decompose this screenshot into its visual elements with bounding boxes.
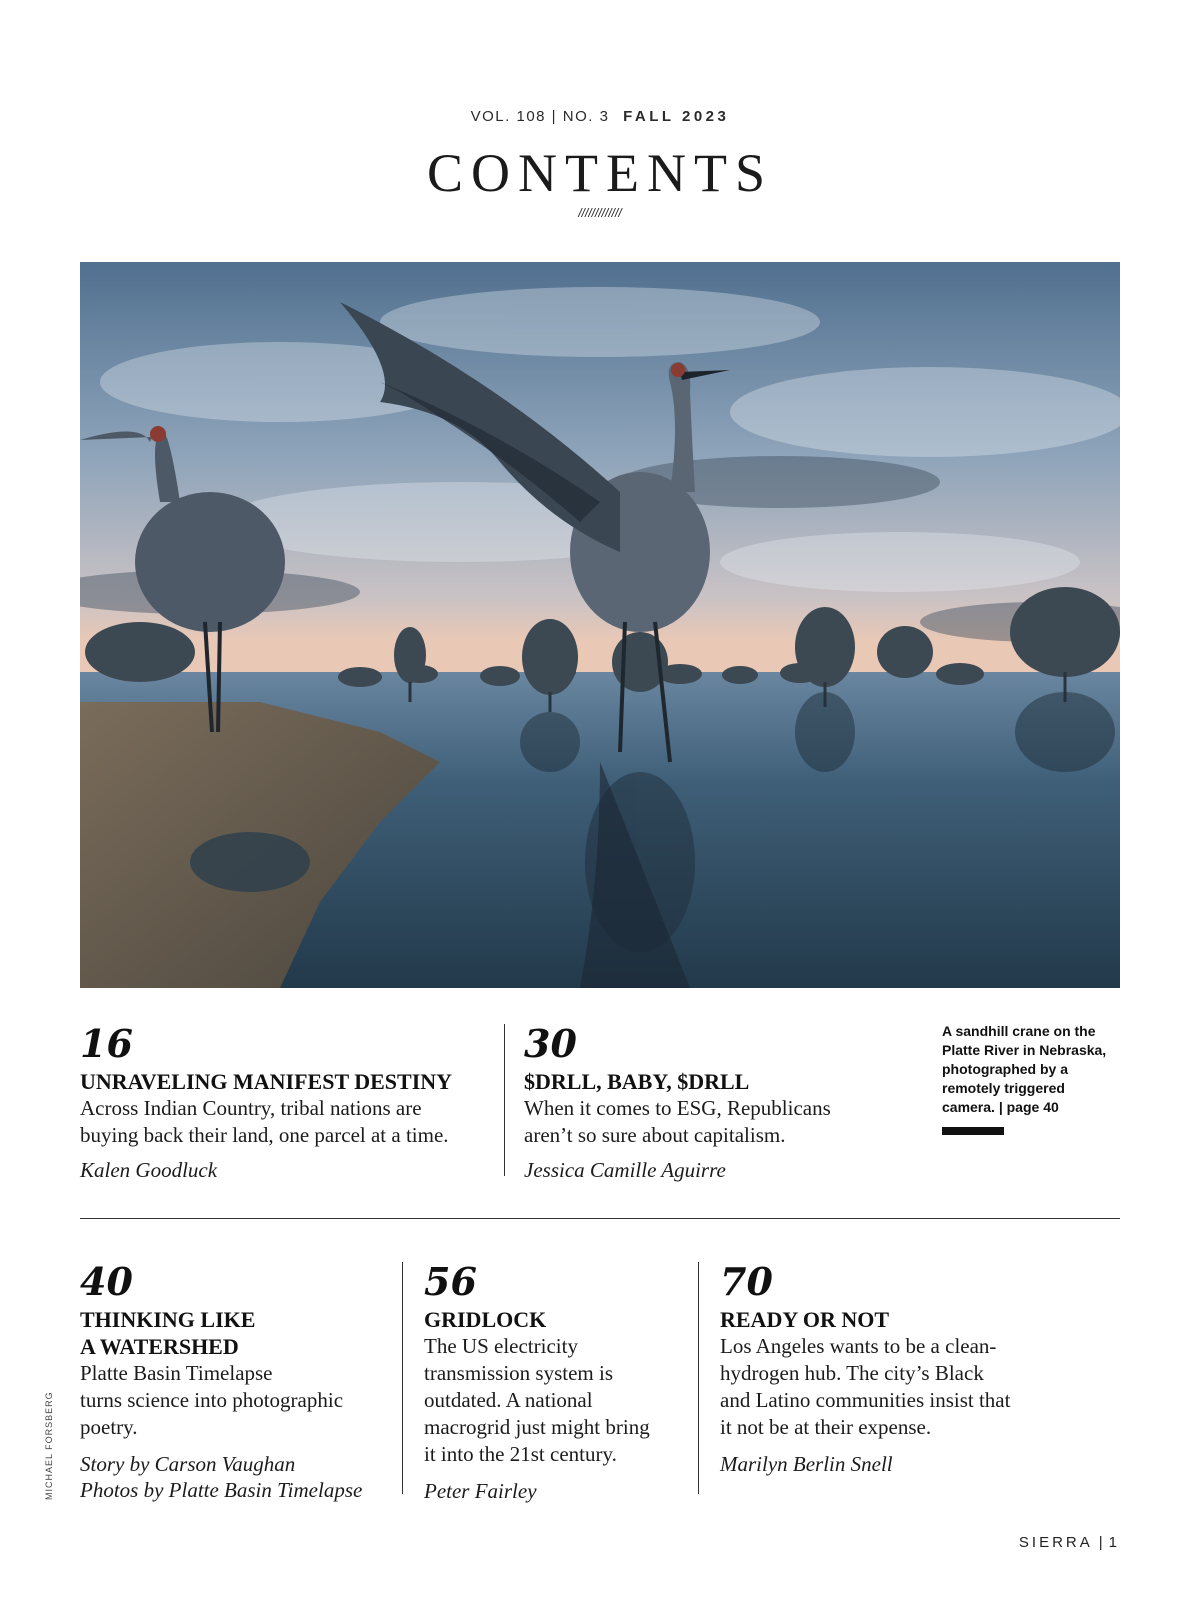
article-headline: READY OR NOT (720, 1307, 890, 1332)
article-dek: Across Indian Country, tribal nations are buying back their land, one parcel at a time. (80, 1096, 449, 1147)
issue-info (0, 108, 1200, 125)
article-40[interactable] (80, 1259, 400, 1503)
article-dek: Los Angeles wants to be a clean- hydrogen hub. The city’s Black and Latino communities insist that it not be at their expense. (720, 1334, 1011, 1439)
page-number: 56 (424, 1259, 477, 1304)
issue-season: FALL 2023 (623, 108, 730, 125)
folio-page-number: 1 (1108, 1534, 1120, 1551)
article-dek: When it comes to ESG, Republicans aren’t so sure about capitalism. (524, 1096, 831, 1147)
row-divider (80, 1218, 1120, 1219)
article-headline: THINKING LIKE A WATERSHED (80, 1307, 256, 1359)
caption-page-link[interactable]: | page 40 (998, 1099, 1059, 1115)
article-byline: Jessica Camille Aguirre (524, 1158, 726, 1182)
article-dek: The US electricity transmission system is outdated. A national macrogrid just might bring it into the 21st century. (424, 1334, 650, 1466)
page-number: 16 (80, 1021, 133, 1066)
article-dek: Platte Basin Timelapse turns science into photographic poetry. (80, 1361, 344, 1439)
page-title: CONTENTS (427, 143, 773, 203)
article-headline: GRIDLOCK (424, 1307, 547, 1332)
page-folio (1019, 1534, 1120, 1551)
magazine-name: SIERRA (1018, 1534, 1093, 1551)
article-30[interactable] (524, 1021, 904, 1183)
article-headline: UNRAVELING MANIFEST DESTINY (80, 1069, 453, 1094)
caption-rule (942, 1127, 1004, 1135)
column-divider (402, 1262, 403, 1494)
column-divider (698, 1262, 699, 1494)
photo-caption (942, 1022, 1142, 1135)
article-headline: $DRLL, BABY, $DRLL (524, 1069, 750, 1094)
page-number: 40 (80, 1259, 133, 1304)
article-56[interactable] (424, 1259, 694, 1504)
crane-photo-illustration (80, 262, 1120, 988)
folio-separator: | (1098, 1534, 1103, 1551)
article-byline: Story by Carson Vaughan Photos by Platte Basin Timelapse (80, 1452, 363, 1502)
issue-number: VOL. 108 | NO. 3 (470, 108, 610, 125)
hero-photo (80, 262, 1120, 988)
article-byline: Peter Fairley (424, 1479, 537, 1503)
column-divider (504, 1024, 505, 1176)
page-number: 30 (524, 1021, 577, 1066)
photo-credit: MICHAEL FORSBERG (44, 1391, 54, 1500)
title-ornament: ///////////// (578, 206, 622, 220)
article-70[interactable] (720, 1259, 1080, 1477)
article-byline: Kalen Goodluck (80, 1158, 218, 1182)
caption-text: A sandhill crane on the Platte River in Nebraska, photographed by a remotely triggered camera. (942, 1023, 1107, 1115)
article-byline: Marilyn Berlin Snell (720, 1452, 893, 1476)
page-number: 70 (720, 1259, 773, 1304)
article-16[interactable] (80, 1021, 480, 1183)
